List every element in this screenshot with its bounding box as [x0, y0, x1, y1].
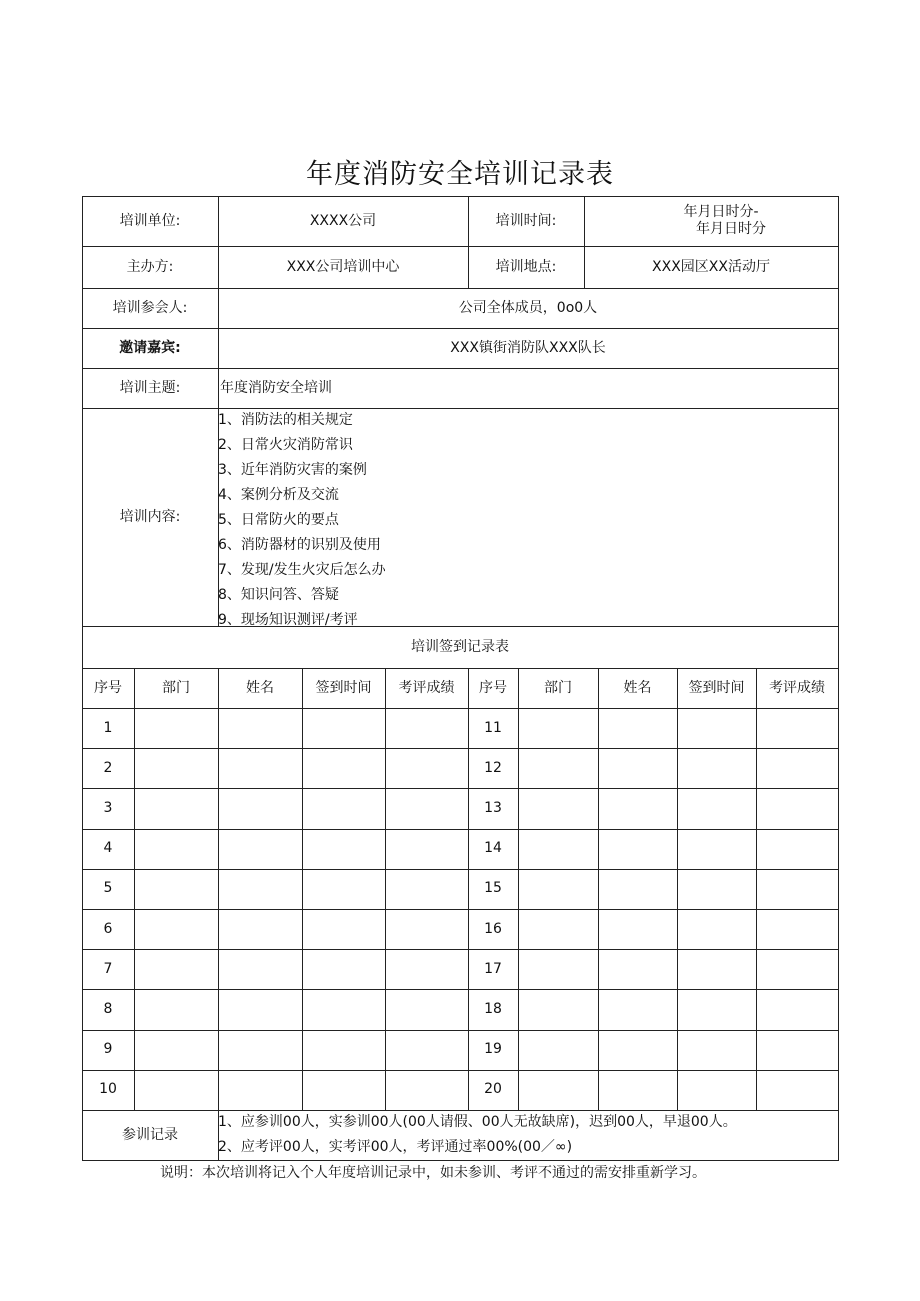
- grid-line: [82, 949, 839, 950]
- grid-line: [598, 668, 599, 1111]
- signin-header: 考评成绩: [398, 679, 455, 696]
- content-item: 6、消防器材的识别及使用: [218, 537, 381, 553]
- place-label: 培训地点:: [495, 258, 557, 275]
- row-number: 8: [103, 1001, 113, 1018]
- host-value: XXX公司培训中心: [286, 258, 400, 275]
- grid-line: [385, 668, 386, 1111]
- signin-header: 姓名: [623, 679, 652, 696]
- content-item: 1、消防法的相关规定: [218, 412, 353, 428]
- grid-line: [134, 668, 135, 1111]
- footnote: 说明：本次培训将记入个人年度培训记录中，如未参训、考评不通过的需安排重新学习。: [160, 1165, 706, 1181]
- content-item: 8、知识问答、答疑: [218, 587, 339, 603]
- content-label: 培训内容:: [119, 508, 181, 525]
- page-title: 年度消防安全培训记录表: [306, 159, 614, 190]
- grid-line: [677, 668, 678, 1111]
- content-list: [218, 408, 828, 626]
- signin-header: 部门: [544, 679, 572, 696]
- grid-line: [756, 668, 757, 1111]
- row-number: 17: [484, 960, 502, 977]
- time-value: [584, 196, 838, 246]
- signin-header: 姓名: [246, 679, 274, 696]
- signin-header: 签到时间: [688, 679, 745, 696]
- attendee-label: 培训参会人:: [112, 299, 188, 316]
- grid-line: [302, 668, 303, 1111]
- grid-line: [82, 989, 839, 990]
- row-number: 20: [484, 1081, 502, 1098]
- attendee-value: 公司全体成员，0o0人: [458, 299, 598, 316]
- content-item: 7、发现/发生火灾后怎么办: [218, 562, 386, 578]
- time-label: 培训时间:: [495, 212, 557, 229]
- row-number: 18: [484, 1001, 502, 1018]
- row-number: 9: [103, 1041, 113, 1058]
- record-label: 参训记录: [122, 1126, 178, 1143]
- row-number: 14: [484, 840, 502, 857]
- content-item: 5、日常防火的要点: [218, 512, 339, 528]
- grid-line: [838, 668, 839, 1111]
- record-line-2: 2、应考评00人，实考评00人，考评通过率00%(00／∞): [218, 1139, 573, 1155]
- content-item: 3、近年消防灾害的案例: [218, 462, 367, 478]
- row-number: 7: [103, 960, 113, 977]
- row-number: 19: [484, 1041, 502, 1058]
- grid-line: [218, 668, 219, 1111]
- row-number: 4: [103, 840, 113, 857]
- signin-header: 签到时间: [315, 679, 372, 696]
- grid-line: [82, 909, 839, 910]
- content-item: 9、现场知识测评/考评: [218, 612, 358, 626]
- record-line-1: 1、应参训00人，实参训00人(00人请假、00人无故缺席)，迟到00人，早退00人。: [218, 1114, 737, 1130]
- topic-label: 培训主题:: [119, 379, 181, 396]
- guest-label: 邀请嘉宾:: [119, 339, 181, 356]
- row-number: 6: [103, 920, 113, 937]
- grid-line: [82, 1030, 839, 1031]
- unit-value: XXXX公司: [309, 212, 377, 229]
- signin-title: 培训签到记录表: [411, 638, 509, 655]
- signin-header: 序号: [479, 679, 507, 696]
- place-value: XXX园区XX活动厅: [652, 258, 770, 275]
- unit-label: 培训单位:: [119, 212, 181, 229]
- row-number: 12: [484, 759, 502, 776]
- grid-line: [82, 708, 839, 709]
- guest-value: XXX镇街消防队XXX队长: [450, 339, 606, 356]
- signin-header: 考评成绩: [769, 679, 825, 696]
- signin-header: 部门: [162, 679, 190, 696]
- row-number: 3: [103, 800, 113, 817]
- grid-line: [82, 1070, 839, 1071]
- grid-line: [82, 1160, 839, 1161]
- grid-line: [82, 829, 839, 830]
- grid-line: [82, 788, 839, 789]
- row-number: 2: [103, 759, 113, 776]
- grid-line: [82, 869, 839, 870]
- row-number: 15: [484, 880, 502, 897]
- signin-header: 序号: [94, 679, 122, 696]
- row-number: 11: [484, 719, 502, 736]
- row-number: 1: [103, 719, 113, 736]
- content-item: 4、案例分析及交流: [218, 487, 339, 503]
- row-number: 5: [103, 880, 113, 897]
- content-item: 2、日常火灾消防常识: [218, 437, 353, 453]
- host-label: 主办方:: [126, 258, 174, 275]
- row-number: 13: [484, 800, 502, 817]
- grid-line: [82, 748, 839, 749]
- grid-line: [518, 668, 519, 1111]
- time-value-start: 年月日时分-: [683, 204, 759, 221]
- record-text: [218, 1110, 838, 1160]
- row-number: 16: [484, 920, 502, 937]
- topic-value: 年度消防安全培训: [220, 379, 332, 396]
- time-value-end: 年月日时分: [696, 221, 766, 237]
- row-number: 10: [99, 1081, 117, 1098]
